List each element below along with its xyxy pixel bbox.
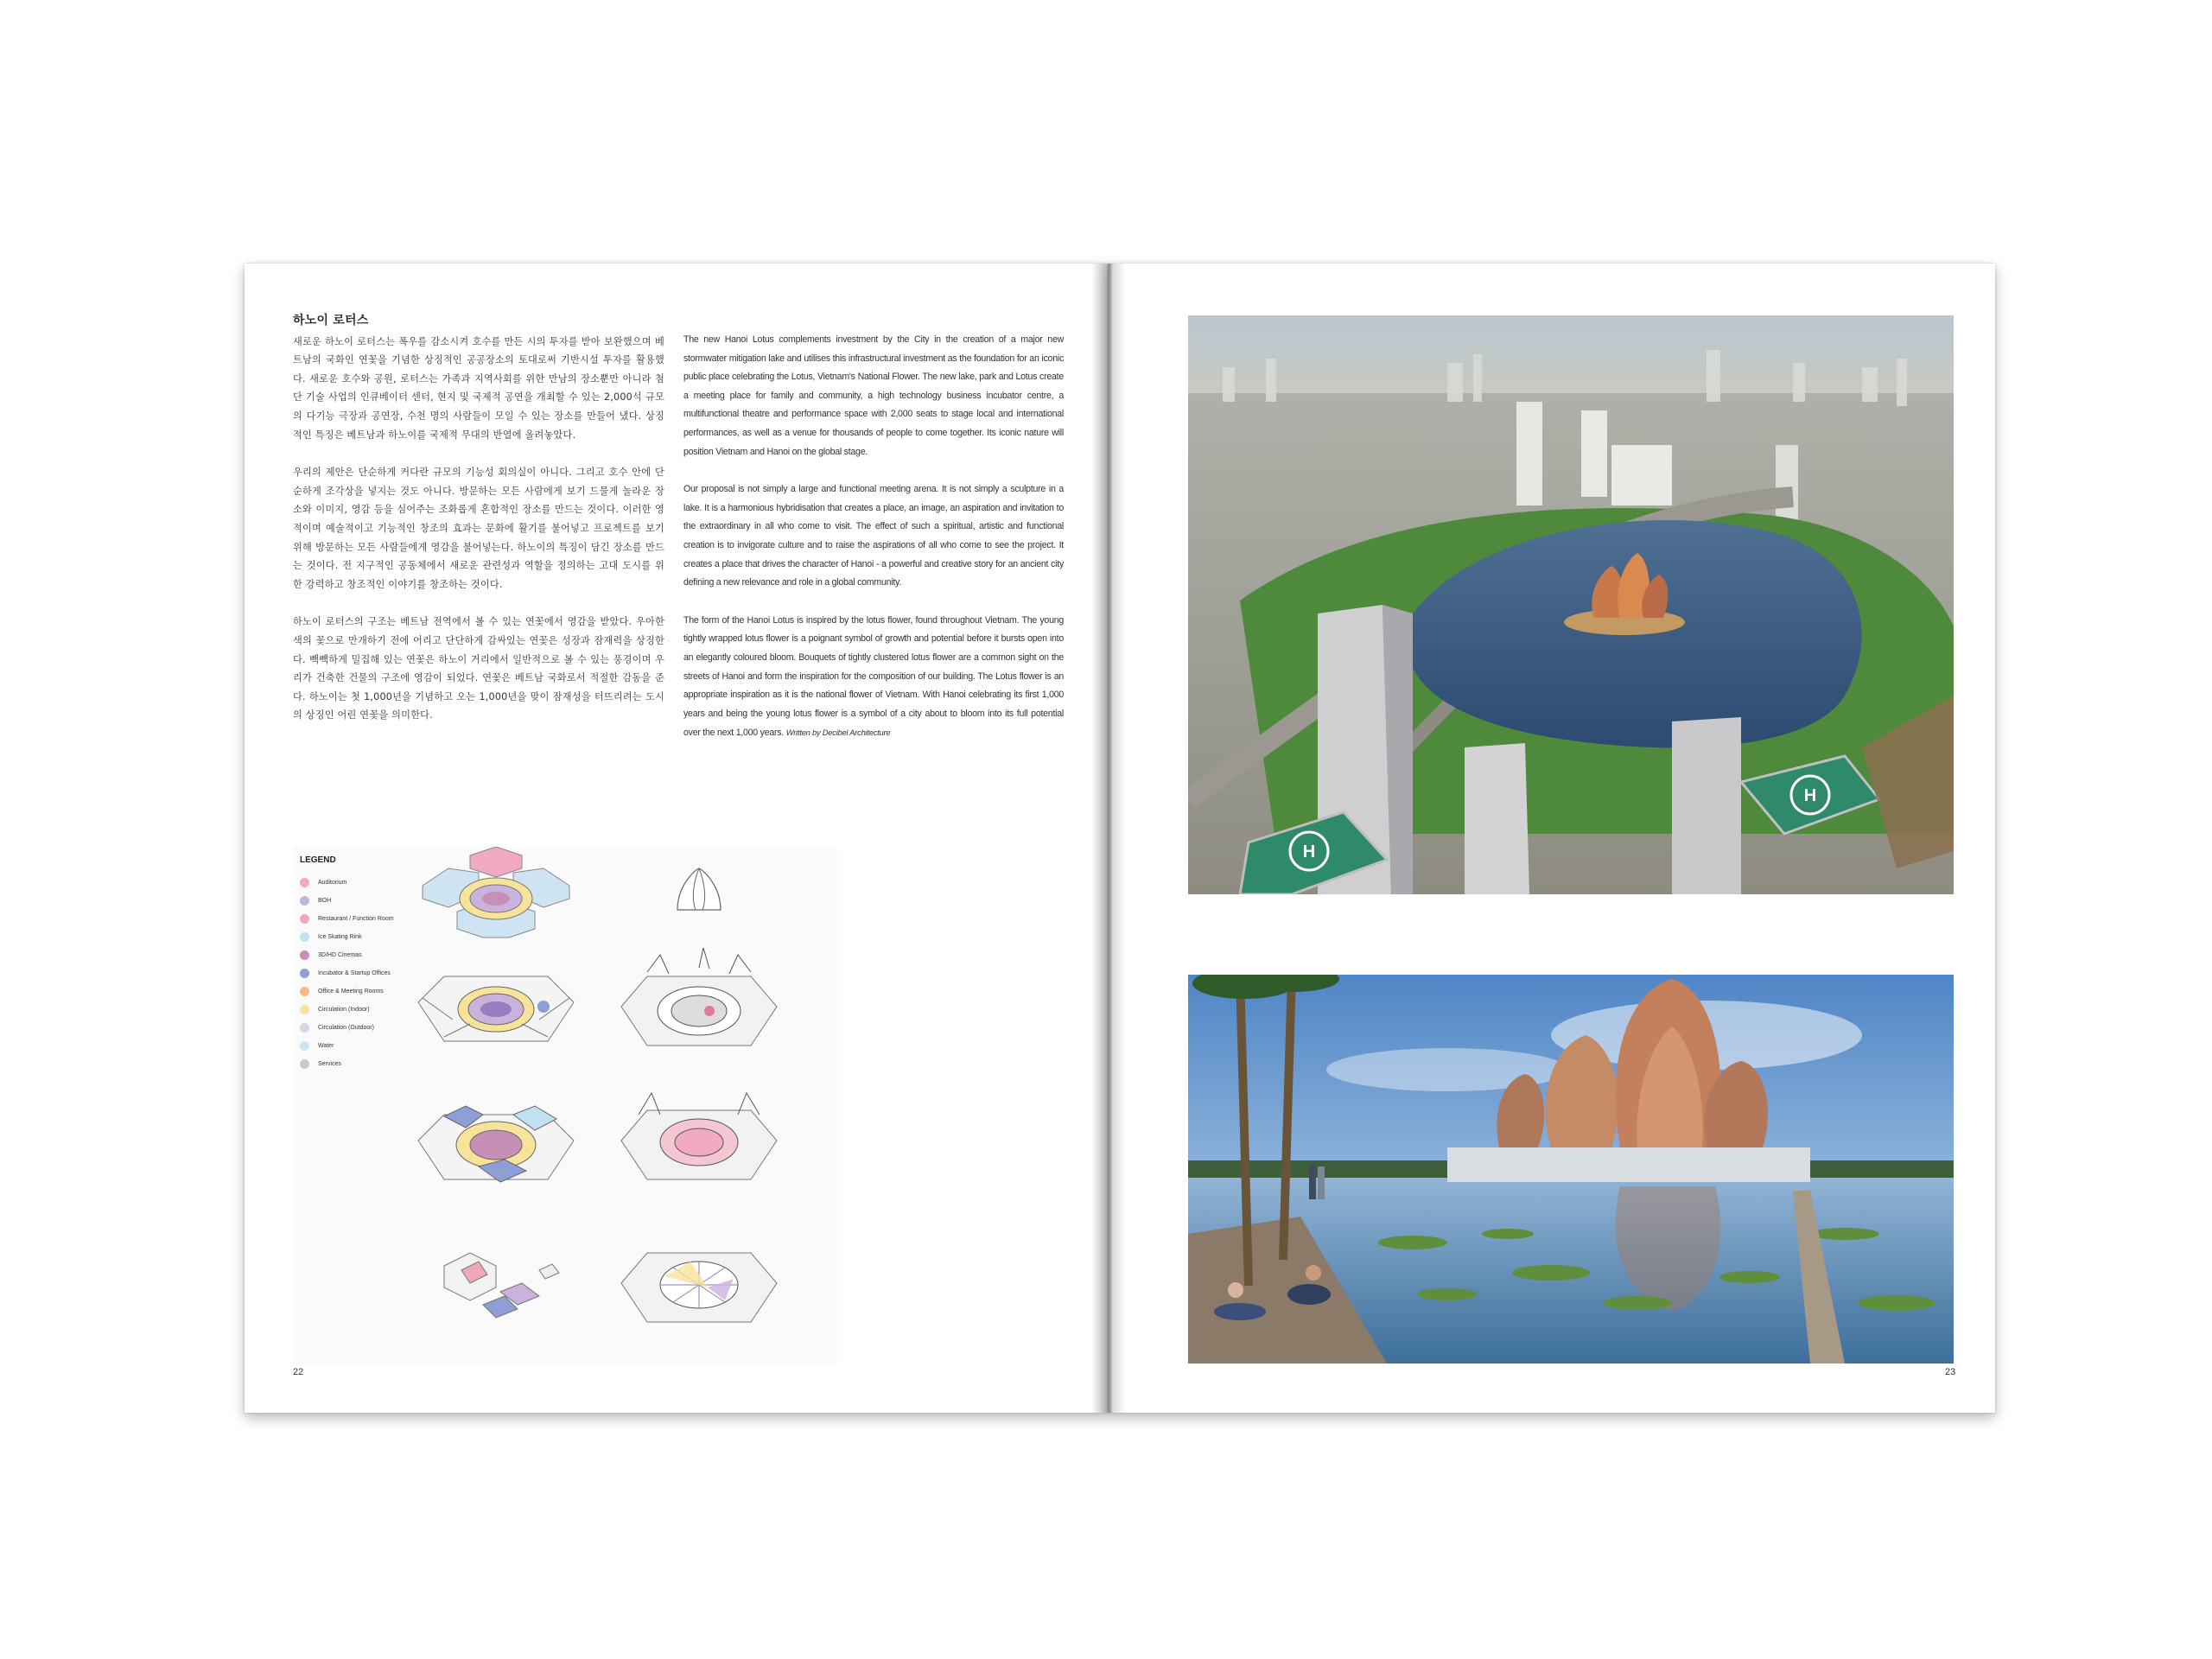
page-number-left: 22 [293, 1367, 304, 1377]
legend-item [300, 892, 394, 910]
program-diagram [293, 847, 837, 1365]
legend-swatch [300, 896, 309, 906]
legend-item [300, 1019, 394, 1037]
korean-paragraph: 하노이 로터스의 구조는 베트남 전역에서 볼 수 있는 연꽃에서 영감을 받았다. 우아한 색의 꽃으로 만개하기 전에 어리고 단단하게 감싸있는 연꽃은 성장과 잠재력을 상징한다. 빽빽하게 밀집해 있는 연꽃은 하노이 거리에서 일반적으로 볼 수 있는 풍경이며 우리가 건축한 건물의 구조에 영감이 되었다. 연꽃은 베트남 국화로서 적절한 감동을 준다. 하노이는 첫 1,000년을 기념하고 오는 1,000년을 맞이 잠재성을 터뜨리려는 도시의 상징인 어린 연꽃을 의미한다. [293, 616, 664, 721]
diagram-level-2-structure [621, 948, 777, 1046]
diagram-level-1 [423, 847, 569, 938]
legend-item [300, 964, 394, 982]
lotus-bud-sketch [677, 868, 721, 910]
legend-item [300, 928, 394, 946]
legend-swatch [300, 1059, 309, 1069]
diagram-level-4 [444, 1253, 559, 1318]
author-credit: Written by Decibel Architecture [785, 728, 891, 738]
legend-label: 3D/HD Cinemas [318, 952, 362, 958]
legend-item [300, 946, 394, 964]
legend-item [300, 1037, 394, 1055]
korean-paragraph: 우리의 제안은 단순하게 커다란 규모의 기능성 회의실이 아니다. 그리고 호수 안에 단순하게 조각상을 넣지는 것도 아니다. 방문하는 모든 사람에게 보기 드물게 놀라운 장소와 이미지, 영감 등을 심어주는 조화롭게 혼합적인 장소를 만드는 것이다. 이러한 영적이며 예술적이고 기능적인 창조의 효과는 문화에 활기를 불어넣고 프로젝트를 보기 위해 방문하는 모든 사람들에게 영감을 불어넣는다. 하노이의 특징이 담긴 장소를 만드는 것이다. 전 지구적인 공동체에서 새로운 관련성과 역할을 정의하는 고대 도시를 위한 강력하고 창조적인 이야기를 창조하는 것이다. [293, 467, 664, 590]
page-number-right: 23 [1945, 1367, 1956, 1377]
legend-label: Water [318, 1043, 334, 1049]
legend-swatch [300, 1041, 309, 1051]
legend-swatch [300, 914, 309, 924]
legend-swatch [300, 932, 309, 942]
diagram-level-2 [418, 976, 574, 1041]
english-paragraph: The form of the Hanoi Lotus is inspired by the lotus flower, found throughout Vietnam. The young tightly wrapped lotus flower is a poignant symbol of growth and potential before it bursts open into an elegantly coloured bloom. Bouquets of tightly clustered lotus flower are a common sight on the streets of Hanoi and form the inspiration for the composition of our building. The Lotus flower is an appropriate inspiration as it is the national flower of Vietnam. With Hanoi celebrating its first 1,000 years and being the young lotus flower is a symbol of a city about to bloom into its full potential over the next 1,000 years. [683, 614, 1064, 739]
diagram-level-4-structure [621, 1253, 777, 1322]
english-paragraph-last [683, 612, 1064, 743]
legend-label: Ice Skating Rink [318, 934, 362, 940]
korean-title: 하노이 로터스 [293, 314, 369, 327]
legend-swatch [300, 1023, 309, 1033]
isometric-diagrams [414, 847, 837, 1365]
legend-swatch [300, 987, 309, 996]
legend-list [300, 874, 394, 1073]
aerial-render-image [1188, 315, 1954, 894]
korean-text-column [293, 312, 664, 744]
right-page [1109, 264, 1995, 1413]
legend-label: Incubator & Startup Offices [318, 970, 391, 976]
diagram-legend [300, 855, 394, 1073]
legend-swatch [300, 969, 309, 978]
legend-title: LEGEND [300, 855, 336, 865]
svg-text:H: H [1302, 842, 1316, 861]
legend-swatch [300, 878, 309, 887]
english-paragraph: The new Hanoi Lotus complements investment by the City in the creation of a major new stormwater mitigation lake and utilises this infrastructural investment as the foundation for an iconic public place celebrating the Lotus, Vietnam's National Flower. The new lake, park and Lotus create a meeting place for family and community, a high technology business incubator centre, a multifunctional theatre and performance space with 2,000 seats to stage local and international performances, as well as a venue for thousands of people to come together. Its iconic nature will position Vietnam and Hanoi on the global stage. [683, 334, 1064, 457]
legend-item [300, 1001, 394, 1019]
legend-label: Restaurant / Function Room [318, 916, 394, 922]
legend-label: BOH [318, 898, 332, 904]
legend-item [300, 874, 394, 892]
legend-label: Services [318, 1061, 341, 1067]
left-page [245, 264, 1109, 1413]
diagram-level-3 [418, 1106, 574, 1182]
legend-item [300, 1055, 394, 1073]
legend-swatch [300, 950, 309, 960]
legend-label: Circulation (Indoor) [318, 1007, 370, 1013]
waterfront-render-image [1188, 975, 1954, 1363]
english-paragraph: Our proposal is not simply a large and functional meeting arena. It is not simply a sculpture in a lake. It is a harmonious hybridisation that creates a place, an image, an aspiration and invitation to the extraordinary in all who come to visit. The effect of such a spiritual, artistic and functional creation is to invigorate culture and to raise the aspirations of all who come to see the project. It creates a place that drives the character of Hanoi - a powerful and creative story for an ancient city defining a new relevance and role in a global community. [683, 484, 1064, 588]
diagram-level-3-structure [621, 1093, 777, 1179]
legend-label: Office & Meeting Rooms [318, 988, 384, 995]
legend-label: Auditorium [318, 880, 347, 886]
book-spread [245, 264, 1995, 1413]
legend-swatch [300, 1005, 309, 1014]
legend-item [300, 982, 394, 1001]
svg-text:H: H [1803, 786, 1817, 805]
korean-paragraph: 새로운 하노이 로터스는 폭우를 감소시켜 호수를 만든 시의 투자를 받아 보완했으며 베트남의 국화인 연꽃을 기념한 상징적인 공공장소의 토대로써 기반시설 투자를 활용했다. 새로운 호수와 공원, 로터스는 가족과 지역사회를 위한 만남의 장소뿐만 아니라 첨단 기술 사업의 인큐베이터 센터, 현지 및 국제적 공연을 개최할 수 있는 2,000석 규모의 다기능 극장과 공연장, 수천 명의 사람들이 모일 수 있는 장소를 만들어 냈다. 상징적인 특징은 베트남과 하노이를 국제적 무대의 반열에 올려놓았다. [293, 335, 664, 441]
legend-label: Circulation (Outdoor) [318, 1025, 374, 1031]
legend-item [300, 910, 394, 928]
english-text-column [683, 331, 1064, 762]
